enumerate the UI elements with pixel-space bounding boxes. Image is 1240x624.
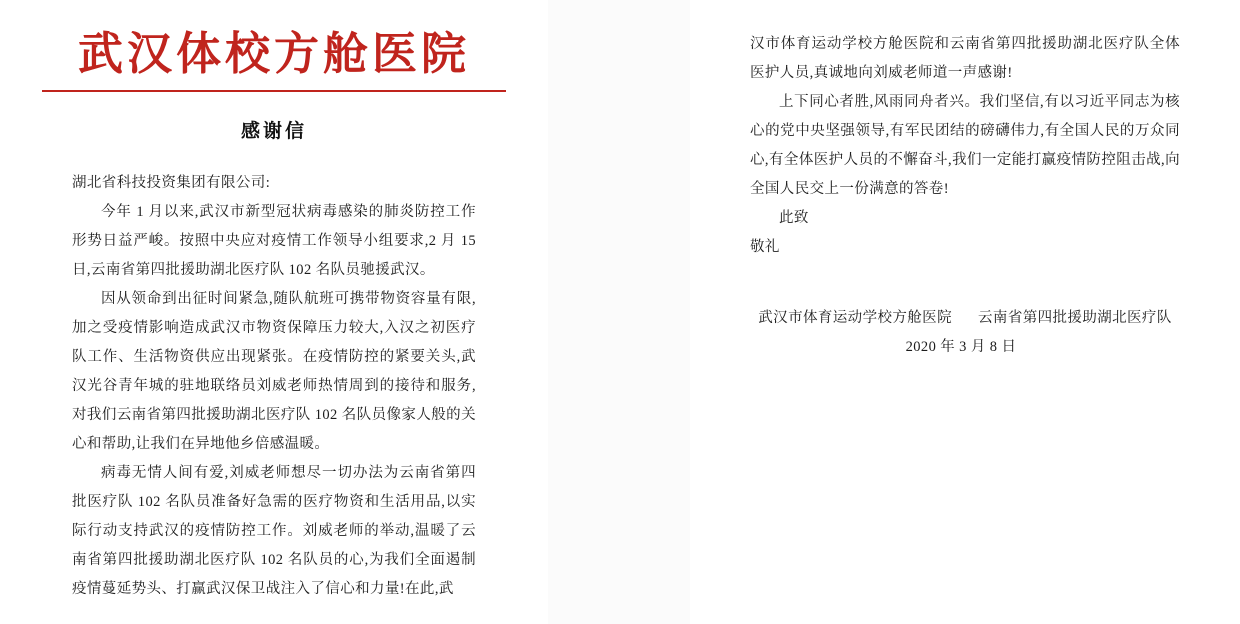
paragraph-3-continued: 汉市体育运动学校方舱医院和云南省第四批援助湖北医疗队全体医护人员,真诚地向刘威老师道一声感谢! <box>750 36 1180 81</box>
document-column-left <box>0 0 548 624</box>
signature-block <box>750 304 1180 362</box>
letterhead-title: 武汉体校方舱医院 <box>77 29 470 79</box>
signature-date: 2020 年 3 月 8 日 <box>905 339 1017 355</box>
paragraph-4: 上下同心者胜,风雨同舟者兴。我们坚信,有以习近平同志为核心的党中央坚强领导,有军民团结的磅礴伟力,有全国人民的万众同心,有全体医护人员的不懈奋斗,我们一定能打赢疫情防控阻击战,向全国人民交上一份满意的答卷! <box>750 94 1180 197</box>
letterhead <box>0 30 548 80</box>
document-column-right <box>690 0 1240 624</box>
paragraph-2: 因从领命到出征时间紧急,随队航班可携带物资容量有限,加之受疫情影响造成武汉市物资保障压力较大,入汉之初医疗队工作、生活物资供应出现紧张。在疫情防控的紧要关头,武汉光谷青年城的驻地联络员刘威老师热情周到的接待和服务,对我们云南省第四批援助湖北医疗队 102 名队员像家人般的关心和帮助,让我们在异地他乡倍感温暖。 <box>72 290 476 452</box>
closing-line-1: 此致 <box>779 210 809 226</box>
recipient-line: 湖北省科技投资集团有限公司: <box>72 174 271 191</box>
signature-org-1: 武汉市体育运动学校方舱医院 <box>758 310 952 326</box>
letterhead-divider <box>42 90 506 92</box>
closing-line-2: 敬礼 <box>750 239 780 255</box>
signature-org-2: 云南省第四批援助湖北医疗队 <box>978 310 1172 326</box>
paragraph-3: 病毒无情人间有爱,刘威老师想尽一切办法为云南省第四批医疗队 102 名队员准备好急需的医疗物资和生活用品,以实际行动支持武汉的疫情防控工作。刘威老师的举动,温暖了云南省第四批援助湖北医疗队 102 名队员的心,为我们全面遏制疫情蔓延势头、打赢武汉保卫战注入了信心和力量!在此,武 <box>72 464 476 597</box>
letter-body-continued <box>750 30 1180 262</box>
signature-organizations <box>750 304 1180 333</box>
letter-body <box>72 169 476 604</box>
paragraph-1: 今年 1 月以来,武汉市新型冠状病毒感染的肺炎防控工作形势日益严峻。按照中央应对疫情工作领导小组要求,2 月 15 日,云南省第四批援助湖北医疗队 102 名队员驰援武汉。 <box>72 203 476 278</box>
page-title: 感谢信 <box>240 120 307 142</box>
column-gutter <box>548 0 690 624</box>
